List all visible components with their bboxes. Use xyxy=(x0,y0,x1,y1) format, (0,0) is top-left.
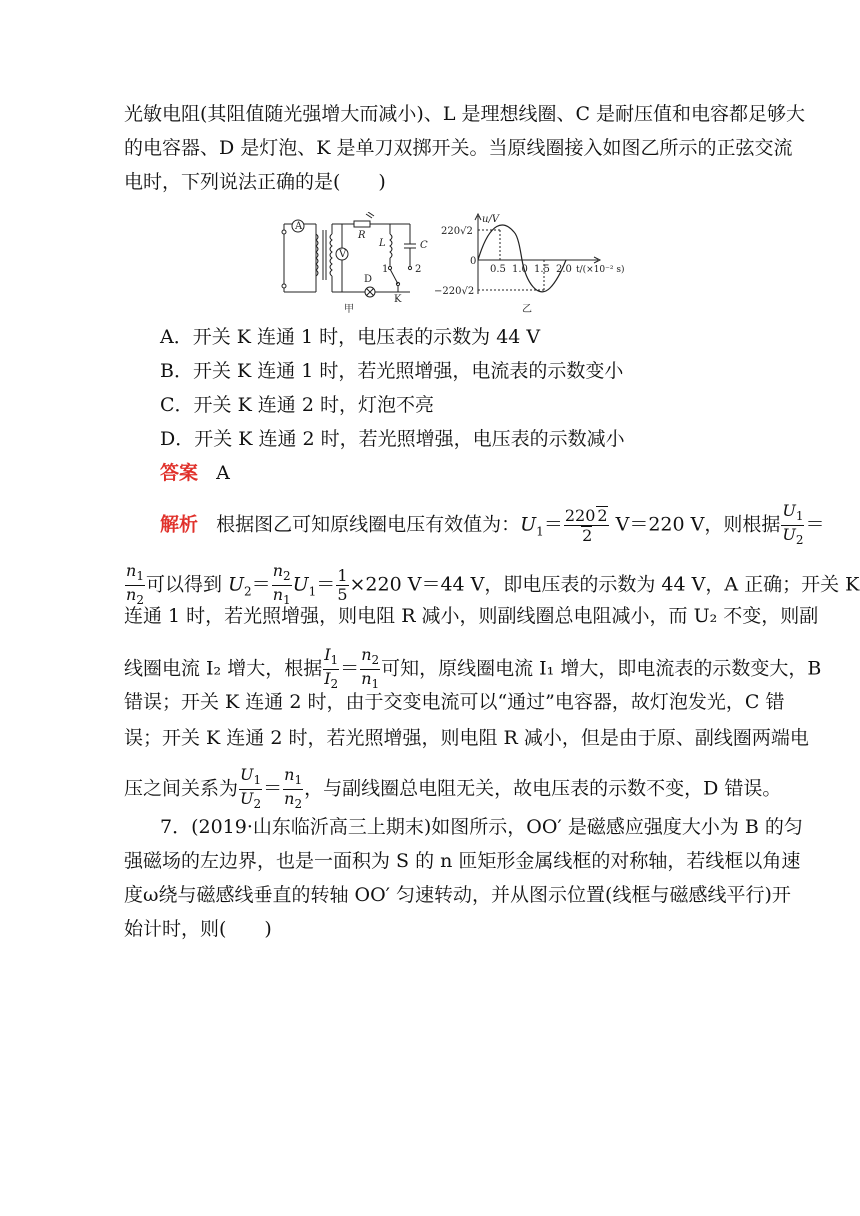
x-tick-2: 1.5 xyxy=(534,264,550,275)
graph-labels xyxy=(434,214,625,315)
analysis-text-7a: 压之间关系为 xyxy=(124,777,239,800)
x-tick-0: 0.5 xyxy=(490,264,506,275)
intro-line-3: 电时，下列说法正确的是( ) xyxy=(124,171,386,193)
answer-label: 答案 xyxy=(160,462,199,484)
fraction-n1-over-n2-b: $\frac{n_1}{n_2}$ xyxy=(284,765,303,812)
fraction-n2-over-n1: $\frac{n_2}{n_1}$ xyxy=(272,561,291,608)
y-max-label: 220√2 xyxy=(441,226,473,237)
analysis-line-6: 误；开关 K 连通 2 时，若光照增强，则电阻 R 减小，但是由于原、副线圈两端电 xyxy=(124,727,809,749)
fraction-n2-over-n1-b: $\frac{n_2}{n_1}$ xyxy=(361,645,380,692)
resistor-label: R xyxy=(358,230,366,241)
question-7-line-1: 7．(2019·山东临沂高三上期末)如图所示，OO′ 是磁感应强度大小为 B 的匀 xyxy=(160,816,803,838)
question-7-line-3: 度ω绕与磁感线垂直的转轴 OO′ 匀速转动，并从图示位置(线框与磁感线平行)开 xyxy=(124,884,791,906)
capacitor-label: C xyxy=(420,240,428,251)
x-tick-1: 1.0 xyxy=(512,264,528,275)
option-a: A．开关 K 连通 1 时，电压表的示数为 44 V xyxy=(160,326,541,348)
analysis-text-2a: 可以得到 xyxy=(145,573,222,596)
analysis-text-2b: ×220 V＝44 V，即电压表的示数为 44 V，A 正确；开关 K xyxy=(349,573,860,596)
question-7-line-4: 始计时，则( ) xyxy=(124,918,272,940)
switch-contact-2: 2 xyxy=(415,264,422,275)
fraction-one-fifth: $\frac{1}{5}$ xyxy=(337,566,348,605)
fraction-220root2-over-root2: $\frac{220 2}{2}$ xyxy=(564,506,608,546)
analysis-line-4: 线圈电流 I₂ 增大，根据 $\frac{I_1}{I_2}$ ＝ $\frac{n_2}{n_1}$ 可知，原线圈电流 I₁ 增大，即电流表的示数变大，B xyxy=(124,645,822,692)
analysis-text-1a: 根据图乙可知原线圈电压有效值为： xyxy=(216,513,521,536)
analysis-text-4b: 可知，原线圈电流 I₁ 增大，即电流表的示数变大，B xyxy=(381,657,822,680)
answer-line xyxy=(160,461,230,485)
x-tick-3: 2.0 xyxy=(556,264,572,275)
y-axis-label: u/V xyxy=(482,214,500,225)
question-7-line-2: 强磁场的左边界，也是一面积为 S 的 n 匝矩形金属线框的对称轴，若线框以角速 xyxy=(124,850,801,872)
switch-contact-1: 1 xyxy=(382,264,389,275)
origin-label: 0 xyxy=(470,256,477,267)
switch-label: K xyxy=(394,294,402,305)
figure-jia-label: 甲 xyxy=(344,304,354,315)
analysis-line-7: 压之间关系为 $\frac{U_1}{U_2}$ ＝ $\frac{n_1}{n_2}$ ，与副线圈总电阻无关，故电压表的示数不变，D 错误。 xyxy=(124,765,782,812)
analysis-line-5: 错误；开关 K 连通 2 时，由于交变电流可以“通过”电容器，故灯泡发光，C 错 xyxy=(124,691,785,713)
fraction-i1-over-i2: $\frac{I_1}{I_2}$ xyxy=(324,645,339,692)
inductor-label: L xyxy=(379,238,386,249)
intro-line-2: 的电容器、D 是灯泡、K 是单刀双掷开关。当原线圈接入如图乙所示的正弦交流 xyxy=(124,137,793,159)
option-d: D．开关 K 连通 2 时，若光照增强，电压表的示数减小 xyxy=(160,428,625,450)
fraction-u1-over-u2: $\frac{U_1}{U_2}$ xyxy=(782,501,804,548)
analysis-line-1: 解析 根据图乙可知原线圈电压有效值为：$U_1=$ $\frac{220 2}{2}$ V＝220 V，则根据 $\frac{U_1}{U_2}$ ＝ xyxy=(160,501,825,548)
figure-yi-label: 乙 xyxy=(522,304,532,315)
x-axis-label: t/(×10⁻² s) xyxy=(576,265,625,275)
fraction-u1-over-u2-b: $\frac{U_1}{U_2}$ xyxy=(240,765,262,812)
analysis-text-7b: ，与副线圈总电阻无关，故电压表的示数不变，D 错误。 xyxy=(304,777,782,800)
voltage-waveform-graph xyxy=(475,214,600,294)
circuit-and-graph-figure xyxy=(276,212,656,316)
answer-value: A xyxy=(216,462,230,484)
analysis-line-2: $\frac{n_1}{n_2}$ 可以得到 $U_2=$ $\frac{n_2}{n_1}$ $U_1=$ $\frac{1}{5}$ ×220 V＝44 V，即电压表的示数为 44 V，A 正确；开关 K xyxy=(126,561,860,608)
analysis-line-3: 连通 1 时，若光照增强，则电阻 R 减小，则副线圈总电阻减小，而 U₂ 不变，则副 xyxy=(124,605,819,627)
intro-line-1: 光敏电阻(其阻值随光强增大而减小)、L 是理想线圈、C 是耐压值和电容都足够大 xyxy=(124,103,806,125)
analysis-text-4a: 线圈电流 I₂ 增大，根据 xyxy=(124,657,323,680)
y-min-label: −220√2 xyxy=(434,286,475,297)
analysis-label: 解析 xyxy=(160,513,199,536)
analysis-text-1b: V＝220 V，则根据 xyxy=(615,513,781,536)
fraction-n1-over-n2: $\frac{n_1}{n_2}$ xyxy=(126,561,144,608)
option-c: C．开关 K 连通 2 时，灯泡不亮 xyxy=(160,394,434,416)
circuit-labels xyxy=(294,221,428,315)
option-b: B．开关 K 连通 1 时，若光照增强，电流表的示数变小 xyxy=(160,360,624,382)
lamp-label: D xyxy=(364,274,373,285)
voltmeter-label: V xyxy=(339,249,347,260)
ammeter-label: A xyxy=(295,221,303,232)
